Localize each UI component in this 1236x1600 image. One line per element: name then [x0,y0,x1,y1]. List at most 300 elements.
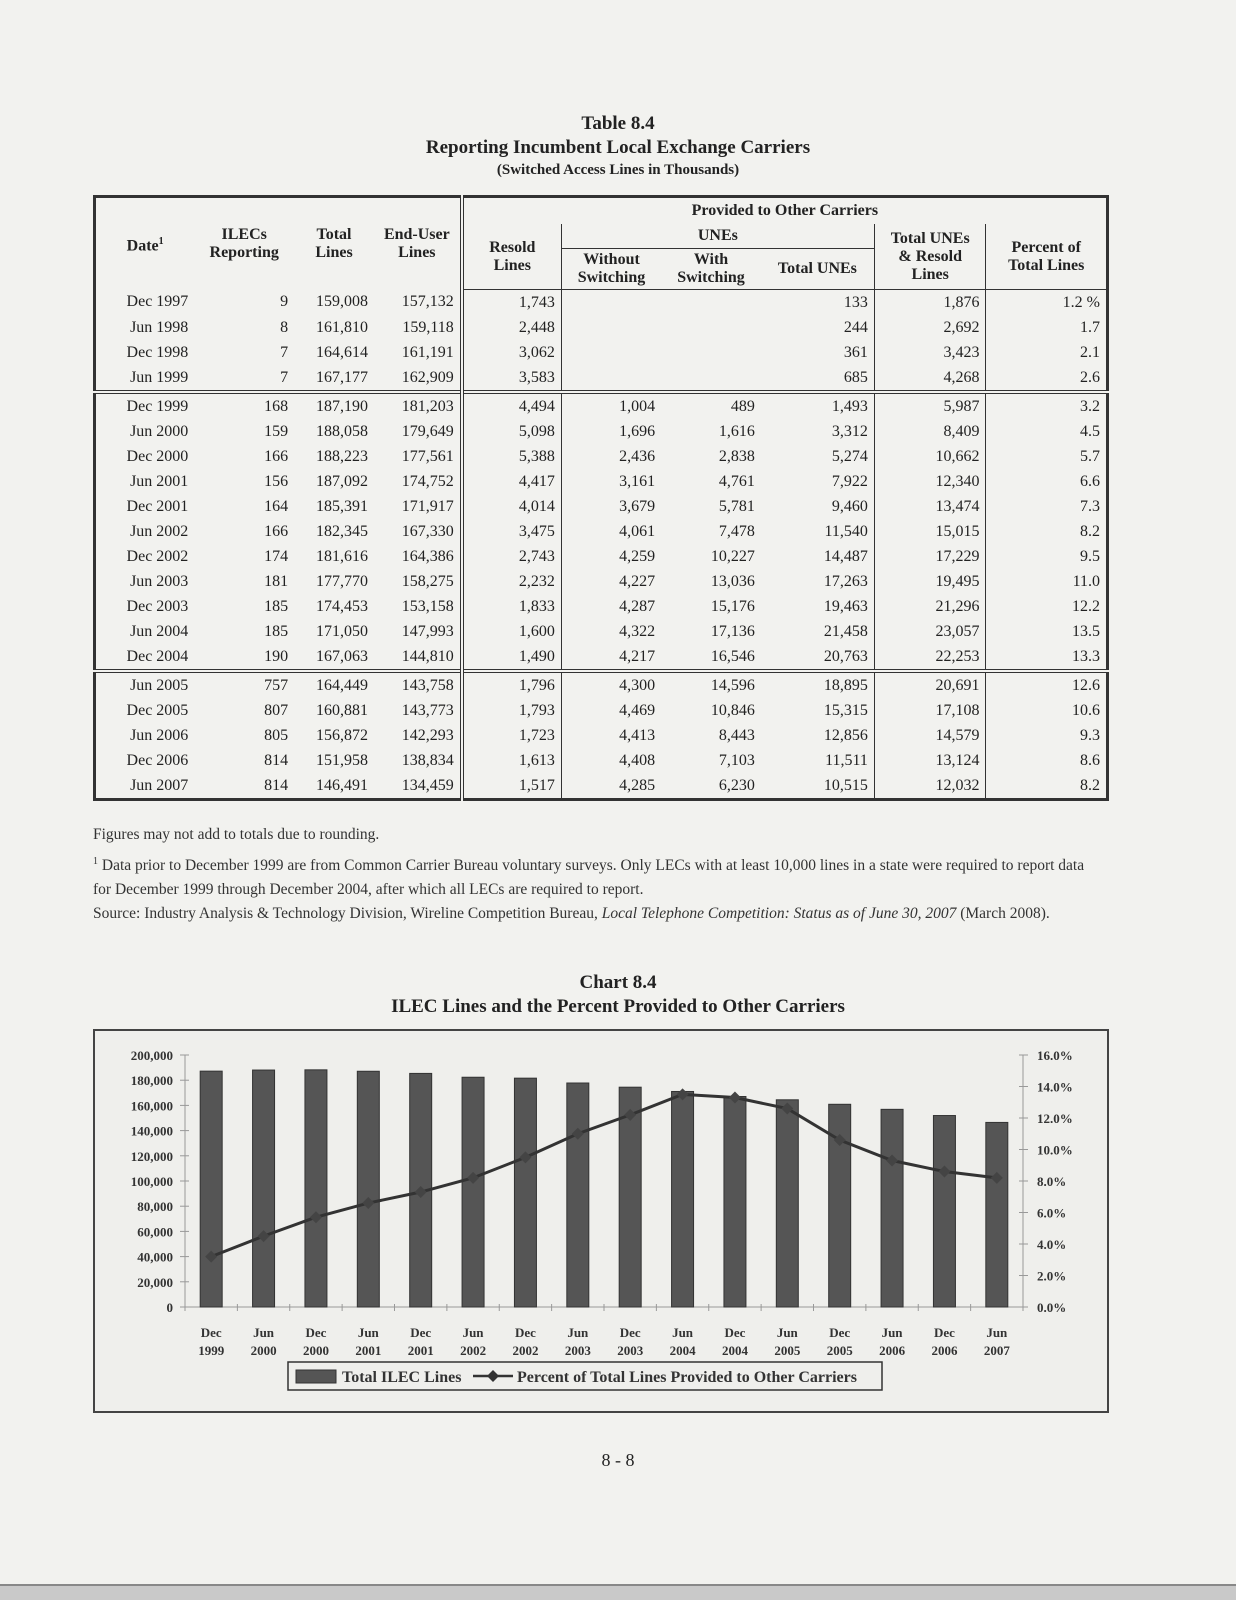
table-cell: 11,540 [824,522,868,540]
table-cell: 4,322 [561,619,661,644]
footnote: $^1$ Data prior to December 1999 are from Common Carrier Bureau voluntary surveys. Only LECs with at least 10,000 lines in a state were required to report data for December 1999 through December 2004, after which all LECs are required to report. [93,856,1085,899]
table-cell: Dec 2003 [126,597,189,615]
table-cell: 1,600 [462,619,562,644]
table-row [95,773,1108,800]
bar-total-ilec-lines [933,1116,955,1307]
table-cell: 160,881 [315,701,368,719]
bar-total-ilec-lines [514,1078,536,1307]
table-cell: 187,190 [294,392,374,419]
table-subtitle: Reporting Incumbent Local Exchange Carriers [425,137,811,158]
table-cell: 14,579 [874,723,986,748]
y2-axis-tick-label: 14.0% [1037,1079,1073,1095]
table-cell: 1,004 [561,392,661,419]
svg-text:2005: 2005 [774,1343,801,1358]
svg-text:Dec: Dec [410,1325,432,1340]
table-row [95,619,1108,644]
svg-text:2007: 2007 [983,1343,1010,1358]
table-cell: 153,158 [401,597,454,615]
table-cell: 4.5 [986,419,1108,444]
y2-axis-tick-label: 6.0% [1037,1205,1067,1221]
table-cell [561,290,661,316]
y-axis-tick-label: 80,000 [137,1199,173,1215]
table-cell: 13.5 [986,619,1108,644]
svg-text:2006: 2006 [879,1343,906,1358]
table-cell: 244 [843,318,868,336]
table-cell: 13,036 [710,572,755,590]
table-cell: 4,300 [561,671,661,698]
table-cell: 167,330 [401,522,454,540]
table-cell: Jun 1999 [130,368,189,386]
table-cell: 14,487 [823,547,868,565]
svg-text:2002: 2002 [460,1343,487,1358]
y-axis-tick-label: 200,000 [130,1048,173,1063]
svg-text:Percent of Total Lines Provide: Percent of Total Lines Provided to Other Carriers [517,1369,857,1386]
table-cell: 12,032 [874,773,986,800]
col-total-unes-resold: Total UNEs & Resold Lines [874,224,986,290]
table-cell: 4,417 [462,469,562,494]
table-cell: 166 [264,522,289,540]
svg-text:Jun: Jun [462,1325,484,1340]
table-cell: 2.1 [986,340,1108,365]
y-axis-tick-label: 180,000 [130,1073,173,1089]
bar-total-ilec-lines [200,1071,222,1307]
combo-chart [93,1029,1109,1413]
table-cell: 16,546 [710,647,755,665]
chart-subtitle: ILEC Lines and the Percent Provided to Other Carriers [391,996,845,1017]
table-cell: 5.7 [986,444,1108,469]
table-row [95,290,1108,316]
table-row [95,644,1108,671]
table-cell: Jun 2004 [130,622,189,640]
table-cell: 23,057 [874,619,986,644]
table-cell: 12.6 [986,671,1108,698]
table-cell: 1,793 [462,698,562,723]
table-cell: 4,061 [561,519,661,544]
table-cell: 9 [280,293,289,311]
table-cell: 10,227 [710,547,755,565]
svg-text:2004: 2004 [721,1343,748,1358]
svg-text:2000: 2000 [250,1343,277,1358]
table-cell: 685 [843,368,868,386]
svg-text:2002: 2002 [512,1343,539,1358]
table-row [95,340,1108,365]
table-cell: 3,312 [831,422,868,440]
table-cell: 181,616 [315,547,368,565]
table-cell: 17,136 [710,622,755,640]
table-cell: Jun 2005 [95,671,195,698]
table-cell: Dec 1999 [95,392,195,419]
table-row [95,365,1108,392]
table-cell: 7 [280,343,289,361]
bar-total-ilec-lines [724,1097,746,1307]
col-total-lines: Total Lines [315,225,353,261]
ilec-table [93,195,1109,801]
table-cell: 361 [843,343,868,361]
table-cell: 156,872 [315,726,368,744]
table-cell: 14,596 [661,671,761,698]
table-cell: 4,268 [874,365,986,392]
svg-text:Jun: Jun [357,1325,379,1340]
y-axis-tick-label: 100,000 [130,1174,173,1189]
table-cell: 2,436 [561,444,661,469]
table-cell: 10,846 [710,701,755,719]
table-cell: 10,662 [874,444,986,469]
bar-total-ilec-lines [253,1070,275,1307]
svg-text:Dec: Dec [724,1325,746,1340]
table-cell: 5,781 [718,497,755,515]
table-row [95,748,1108,773]
table-cell: 185 [264,597,289,615]
table-cell: Dec 2001 [126,497,189,515]
svg-text:Dec: Dec [200,1325,222,1340]
table-cell [561,340,661,365]
table-cell: 1,876 [874,290,986,316]
table-cell: 814 [264,776,289,794]
table-cell: 1,723 [462,723,562,748]
table-cell: 164,386 [401,547,454,565]
table-cell: 8 [280,318,289,336]
table-cell: 1,493 [761,392,875,419]
table-cell: 1,796 [462,671,562,698]
bar-total-ilec-lines [567,1083,589,1307]
table-cell: 142,293 [401,726,454,744]
table-cell: 4,217 [561,644,661,671]
table-cell: 18,895 [761,671,875,698]
y2-axis-tick-label: 16.0% [1037,1048,1073,1063]
svg-text:2004: 2004 [669,1343,696,1358]
table-cell: 7 [280,368,289,386]
table-cell: 5,987 [874,392,986,419]
table-cell: 9.3 [986,723,1108,748]
table-cell: 138,834 [401,751,454,769]
table-cell: 7.3 [986,494,1108,519]
table-cell: 9.5 [986,544,1108,569]
table-cell: Dec 1997 [126,293,189,311]
table-cell: 3,062 [462,340,562,365]
svg-text:Dec: Dec [829,1325,851,1340]
table-cell [661,290,761,316]
table-cell: 185 [264,622,289,640]
table-cell: 22,253 [874,644,986,671]
table-cell: 17,108 [874,698,986,723]
table-cell: 13,124 [874,748,986,773]
table-cell: 1.7 [986,315,1108,340]
table-cell: 17,229 [874,544,986,569]
table-cell: Jun 2002 [130,522,189,540]
y-axis-tick-label: 20,000 [137,1274,173,1290]
table-cell: 1.2 % [986,290,1108,316]
table-cell: 3,583 [462,365,562,392]
table-cell: 1,616 [718,422,755,440]
table-cell: 171,050 [315,622,368,640]
table-cell: 174 [264,547,289,565]
bar-total-ilec-lines [462,1077,484,1307]
svg-text:2003: 2003 [617,1343,644,1358]
col-ilecs-reporting: ILECs Reporting [209,225,279,261]
y2-axis-tick-label: 0.0% [1037,1300,1067,1315]
table-cell: 166 [264,447,289,465]
table-cell: 159,118 [402,318,454,336]
table-row [95,444,1108,469]
table-cell: 805 [264,726,289,744]
table-cell: 2,692 [874,315,986,340]
table-cell: 190 [264,647,289,665]
table-cell: 6.6 [986,469,1108,494]
table-row [95,671,1108,698]
table-row [95,315,1108,340]
table-cell: 2,838 [718,447,755,465]
svg-text:2003: 2003 [564,1343,591,1358]
table-cell: 185,391 [315,497,368,515]
table-cell: Jun 2006 [130,726,189,744]
table-cell: 164,614 [315,343,368,361]
table-cell: 2.6 [986,365,1108,392]
table-cell: 3,679 [561,494,661,519]
table-cell: 11,511 [825,751,868,769]
table-cell: 181 [264,572,289,590]
col-end-user-lines: End-User Lines [383,225,450,261]
table-cell: 4,287 [561,594,661,619]
table-cell: 21,296 [874,594,986,619]
y2-axis-tick-label: 4.0% [1037,1237,1067,1252]
table-row [95,544,1108,569]
table-row [95,569,1108,594]
table-cell: 9,460 [831,497,868,515]
svg-text:Jun: Jun [567,1325,589,1340]
svg-text:2000: 2000 [302,1343,329,1358]
table-cell: 10.6 [986,698,1108,723]
table-cell: 147,993 [401,622,454,640]
table-cell: 1,696 [561,419,661,444]
bar-total-ilec-lines [776,1100,798,1307]
bar-total-ilec-lines [305,1070,327,1307]
svg-text:Dec: Dec [619,1325,641,1340]
table-cell: 151,958 [315,751,368,769]
table-cell: 3,475 [462,519,562,544]
chart-title: Chart 8.4 [579,972,657,993]
table-cell: 13.3 [986,644,1108,671]
table-cell: Dec 2005 [126,701,189,719]
table-cell: 4,227 [561,569,661,594]
svg-text:2005: 2005 [826,1343,853,1358]
svg-text:Dec: Dec [933,1325,955,1340]
table-cell: 13,474 [874,494,986,519]
y-axis-tick-label: 120,000 [130,1148,173,1164]
table-cell: 162,909 [401,368,454,386]
table-cell: 134,459 [401,776,454,794]
table-cell: 17,263 [823,572,868,590]
table-cell [561,315,661,340]
table-cell: Jun 2000 [130,422,189,440]
page-number: 8 - 8 [601,1450,635,1470]
table-cell: 15,176 [710,597,755,615]
table-cell: 2,232 [462,569,562,594]
table-cell: 21,458 [823,622,868,640]
bar-total-ilec-lines [881,1109,903,1307]
svg-text:Jun: Jun [253,1325,275,1340]
table-cell: 8.2 [986,519,1108,544]
table-cell: 188,223 [315,447,368,465]
table-cell: 4,469 [561,698,661,723]
table-cell [561,365,661,392]
table-cell: 12.2 [986,594,1108,619]
table-cell: 177,770 [315,572,368,590]
table-cell: 15,315 [823,701,868,719]
y-axis-tick-label: 140,000 [130,1123,173,1139]
table-cell: 489 [661,392,761,419]
svg-text:Dec: Dec [305,1325,327,1340]
table-cell: 3,423 [874,340,986,365]
table-cell: 20,763 [823,647,868,665]
svg-text:Jun: Jun [672,1325,694,1340]
table-cell: 156 [264,472,289,490]
table-row [95,723,1108,748]
table-cell: 182,345 [315,522,368,540]
table-cell: 757 [194,671,294,698]
table-cell: 2,448 [462,315,562,340]
table-cell: 167,177 [315,368,368,386]
svg-text:2001: 2001 [355,1343,382,1358]
table-cell: 1,517 [462,773,562,800]
table-row [95,419,1108,444]
group-unes: UNEs [561,224,874,249]
y-axis-tick-label: 160,000 [130,1098,173,1114]
y2-axis-tick-label: 10.0% [1037,1142,1073,1158]
y-axis-tick-label: 0 [166,1300,173,1315]
bar-total-ilec-lines [986,1122,1008,1307]
table-cell: 1,833 [462,594,562,619]
table-cell: 143,758 [374,671,462,698]
table-cell: 7,478 [718,522,755,540]
svg-text:Jun: Jun [776,1325,798,1340]
table-cell: 4,408 [561,748,661,773]
table-cell: 171,917 [401,497,454,515]
group-provided-to-other-carriers: Provided to Other Carriers [462,197,1108,225]
table-cell: 164 [264,497,289,515]
table-cell: 1,613 [462,748,562,773]
table-row [95,494,1108,519]
note-rounding: Figures may not add to totals due to rounding. [93,826,380,843]
table-cell: 7,103 [718,751,755,769]
col-without-switching: Without Switching [561,249,661,290]
table-cell: 5,098 [462,419,562,444]
table-cell: Dec 2006 [126,751,189,769]
table-cell: 19,495 [874,569,986,594]
table-cell: 8.6 [986,748,1108,773]
table-cell: 7,922 [831,472,868,490]
table-cell: 8.2 [986,773,1108,800]
table-cell: 133 [843,293,868,311]
table-cell: 4,285 [561,773,661,800]
bar-total-ilec-lines [357,1071,379,1307]
table-cell: 5,274 [831,447,868,465]
table-units: (Switched Access Lines in Thousands) [496,162,740,178]
table-cell: 161,191 [401,343,454,361]
table-cell: 143,773 [401,701,454,719]
svg-text:1999: 1999 [198,1343,225,1358]
table-row [95,469,1108,494]
table-cell: 174,752 [401,472,454,490]
table-cell: Jun 2007 [130,776,189,794]
table-cell: 1,490 [462,644,562,671]
table-cell: 20,691 [874,671,986,698]
table-cell [661,365,761,392]
table-cell: 10,515 [823,776,868,794]
table-cell: Jun 1998 [130,318,189,336]
table-title: Table 8.4 [581,113,655,134]
table-cell: 164,449 [294,671,374,698]
table-cell: 177,561 [401,447,454,465]
svg-text:2006: 2006 [931,1343,958,1358]
table-cell: 8,443 [718,726,755,744]
table-cell: 146,491 [315,776,368,794]
table-cell: 174,453 [315,597,368,615]
table-cell: 188,058 [315,422,368,440]
table-cell: 144,810 [401,647,454,665]
svg-text:2001: 2001 [407,1343,434,1358]
table-cell: 2,743 [462,544,562,569]
y2-axis-tick-label: 2.0% [1037,1268,1067,1284]
table-cell: 1,743 [462,290,562,316]
col-with-switching: With Switching [661,249,761,290]
table-cell: 12,340 [874,469,986,494]
table-cell: 807 [264,701,289,719]
svg-text:Jun: Jun [881,1325,903,1340]
table-cell: 19,463 [823,597,868,615]
table-cell: 814 [264,751,289,769]
table-cell: 4,494 [462,392,562,419]
y-axis-tick-label: 40,000 [137,1249,173,1265]
y2-axis-tick-label: 8.0% [1037,1174,1067,1189]
table-cell: 158,275 [401,572,454,590]
table-row [95,594,1108,619]
table-cell: 187,092 [315,472,368,490]
table-cell: Dec 2002 [126,547,189,565]
col-resold-lines: Resold Lines [462,224,562,290]
col-percent-total-lines: Percent of Total Lines [986,224,1108,290]
table-row [95,392,1108,419]
table-cell: 3,161 [561,469,661,494]
table-cell: 179,649 [401,422,454,440]
table-cell: 181,203 [374,392,462,419]
table-cell: 159,008 [315,293,368,311]
table-cell: 168 [194,392,294,419]
table-cell: 161,810 [315,318,368,336]
table-cell [661,315,761,340]
table-cell: Dec 2000 [126,447,189,465]
table-cell [661,340,761,365]
table-cell: 15,015 [874,519,986,544]
source-note: Source: Industry Analysis & Technology Division, Wireline Competition Bureau, Local Telephone Competition: Status as of June 30, 2007 (March 2008). [93,905,1050,922]
table-cell: 4,413 [561,723,661,748]
table-cell: 8,409 [874,419,986,444]
table-cell: 159 [264,422,289,440]
table-cell: Dec 2004 [126,647,189,665]
table-cell: Dec 1998 [126,343,189,361]
col-date: Date$^1$ [126,235,164,254]
table-cell: Jun 2001 [130,472,189,490]
scan-edge [0,1584,1236,1600]
table-cell: Jun 2003 [130,572,189,590]
table-cell: 4,259 [561,544,661,569]
table-cell: 167,063 [315,647,368,665]
table-cell: 12,856 [823,726,868,744]
table-cell: 4,014 [462,494,562,519]
bar-total-ilec-lines [672,1091,694,1307]
table-cell: 6,230 [718,776,755,794]
col-total-unes: Total UNEs [761,249,875,290]
table-cell: 4,761 [718,472,755,490]
